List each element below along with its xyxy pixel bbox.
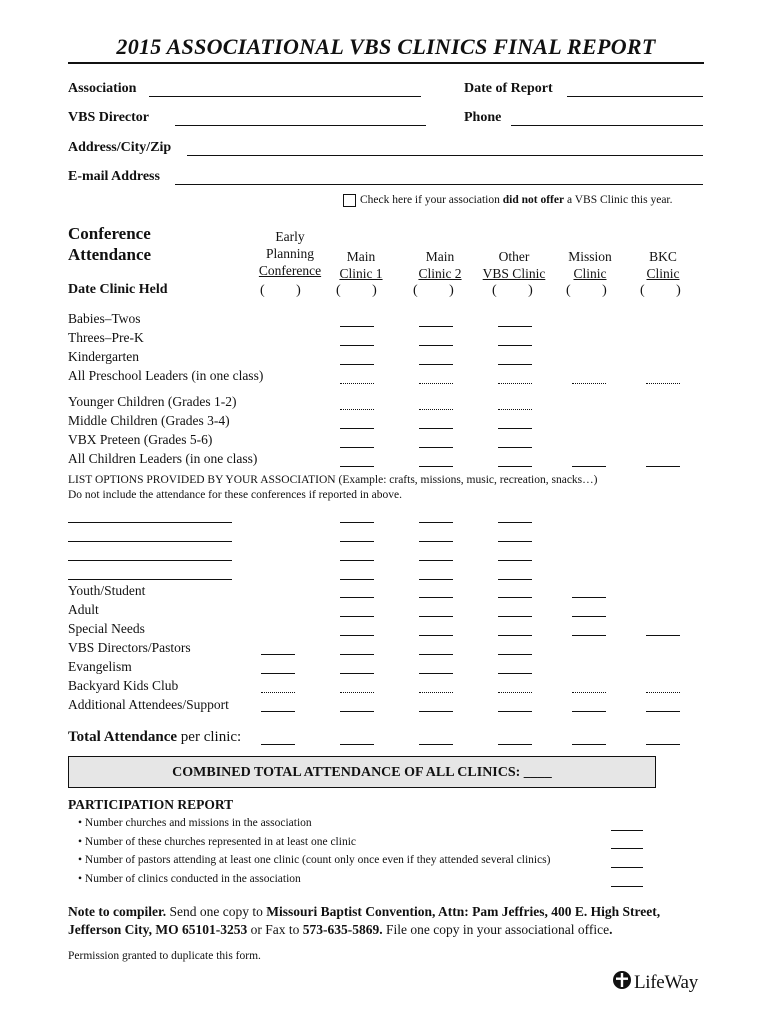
row-label-preschool-leaders: All Preschool Leaders (in one class) xyxy=(68,368,264,383)
total-early[interactable] xyxy=(261,744,295,745)
participation-blank-4[interactable] xyxy=(611,886,643,887)
blank-kindergarten-main2[interactable] xyxy=(419,364,453,365)
blank-adult-mission[interactable] xyxy=(572,616,606,617)
blank-directors-main2[interactable] xyxy=(419,654,453,655)
participation-blank-2[interactable] xyxy=(611,848,643,849)
blank-option2-main2[interactable] xyxy=(419,541,453,542)
date-early-planning[interactable]: ( ) xyxy=(260,283,301,298)
date-of-report-label: Date of Report xyxy=(464,81,553,96)
row-label-backyard: Backyard Kids Club xyxy=(68,678,179,693)
row-label-children-leaders: All Children Leaders (in one class) xyxy=(68,451,258,466)
address-field[interactable] xyxy=(187,141,703,156)
lifeway-logo xyxy=(612,970,698,996)
blank-additional-early[interactable] xyxy=(261,711,295,712)
blank-additional-other[interactable] xyxy=(498,711,532,712)
total-bkc[interactable] xyxy=(646,744,680,745)
participation-blank-1[interactable] xyxy=(611,830,643,831)
row-label-threes: Threes–Pre-K xyxy=(68,330,144,345)
lifeway-logo-text: LifeWay xyxy=(634,972,698,993)
row-label-younger: Younger Children (Grades 1-2) xyxy=(68,394,237,409)
blank-babies-main1[interactable] xyxy=(340,326,374,327)
blank-option3-other[interactable] xyxy=(498,560,532,561)
participation-item: • Number of pastors attending at least one clinic (count only once even if they attended several clinics) xyxy=(78,854,551,866)
blank-option2-other[interactable] xyxy=(498,541,532,542)
blank-adult-main1[interactable] xyxy=(340,616,374,617)
blank-evangelism-main2[interactable] xyxy=(419,673,453,674)
blank-special-mission[interactable] xyxy=(572,635,606,636)
blank-children-leaders-main1[interactable] xyxy=(340,466,374,467)
column-other-vbs-clinic: Other VBS Clinic xyxy=(482,249,546,281)
total-mission[interactable] xyxy=(572,744,606,745)
title-rule xyxy=(68,62,704,64)
option-name-field-1[interactable] xyxy=(68,522,232,523)
blank-additional-bkc[interactable] xyxy=(646,711,680,712)
permission-note: Permission granted to duplicate this form. xyxy=(68,950,261,962)
row-label-evangelism: Evangelism xyxy=(68,659,132,674)
blank-backyard-main2[interactable] xyxy=(419,692,453,693)
date-clinic-held-label: Date Clinic Held xyxy=(68,282,168,297)
did-not-offer-checkbox[interactable] xyxy=(343,194,356,207)
participation-item: • Number of clinics conducted in the association xyxy=(78,873,301,885)
participation-item: • Number of these churches represented in at least one clinic xyxy=(78,836,356,848)
association-field[interactable] xyxy=(149,82,421,97)
blank-threes-other[interactable] xyxy=(498,345,532,346)
row-label-kindergarten: Kindergarten xyxy=(68,349,139,364)
option-name-field-2[interactable] xyxy=(68,541,232,542)
phone-label: Phone xyxy=(464,110,502,125)
blank-preschool-leaders-main1[interactable] xyxy=(340,383,374,384)
blank-option1-other[interactable] xyxy=(498,522,532,523)
column-mission-clinic: Mission Clinic xyxy=(568,249,612,281)
participation-blank-3[interactable] xyxy=(611,867,643,868)
vbs-director-label: VBS Director xyxy=(68,110,149,125)
blank-backyard-main1[interactable] xyxy=(340,692,374,693)
blank-youth-mission[interactable] xyxy=(572,597,606,598)
column-main-clinic-1: Main Clinic 1 xyxy=(339,249,383,281)
blank-children-leaders-main2[interactable] xyxy=(419,466,453,467)
row-label-youth: Youth/Student xyxy=(68,583,146,598)
note-to-compiler: Note to compiler. Send one copy to Missouri Baptist Convention, Attn: Pam Jeffries, 400 E. High Street, Jefferson City, MO 65101-3253 or Fax to 573-635-5869. File one copy in your associational office. xyxy=(68,904,661,937)
blank-option4-main2[interactable] xyxy=(419,579,453,580)
blank-youth-other[interactable] xyxy=(498,597,532,598)
list-options-subnote: Do not include the attendance for these conferences if reported in above. xyxy=(68,489,402,501)
date-bkc-clinic[interactable]: ( ) xyxy=(640,283,681,298)
address-label: Address/City/Zip xyxy=(68,140,172,155)
blank-younger-main1[interactable] xyxy=(340,409,374,410)
blank-directors-main1[interactable] xyxy=(340,654,374,655)
blank-adult-other[interactable] xyxy=(498,616,532,617)
combined-total-text[interactable]: COMBINED TOTAL ATTENDANCE OF ALL CLINICS: ____ xyxy=(172,765,552,780)
column-early-planning: Early Planning Conference xyxy=(258,229,322,278)
blank-option3-main2[interactable] xyxy=(419,560,453,561)
blank-threes-main1[interactable] xyxy=(340,345,374,346)
blank-preschool-leaders-mission[interactable] xyxy=(572,383,606,384)
total-other[interactable] xyxy=(498,744,532,745)
email-field[interactable] xyxy=(175,170,703,185)
row-label-middle: Middle Children (Grades 3-4) xyxy=(68,413,230,428)
blank-children-leaders-other[interactable] xyxy=(498,466,532,467)
column-main-clinic-2: Main Clinic 2 xyxy=(418,249,462,281)
blank-preschool-leaders-bkc[interactable] xyxy=(646,383,680,384)
blank-children-leaders-mission[interactable] xyxy=(572,466,606,467)
blank-younger-other[interactable] xyxy=(498,409,532,410)
blank-option4-other[interactable] xyxy=(498,579,532,580)
blank-option4-main1[interactable] xyxy=(340,579,374,580)
blank-kindergarten-other[interactable] xyxy=(498,364,532,365)
blank-backyard-other[interactable] xyxy=(498,692,532,693)
blank-kindergarten-main1[interactable] xyxy=(340,364,374,365)
blank-backyard-mission[interactable] xyxy=(572,692,606,693)
blank-directors-other[interactable] xyxy=(498,654,532,655)
blank-special-other[interactable] xyxy=(498,635,532,636)
blank-vbx-main1[interactable] xyxy=(340,447,374,448)
blank-directors-early[interactable] xyxy=(261,654,295,655)
blank-youth-main2[interactable] xyxy=(419,597,453,598)
blank-evangelism-early[interactable] xyxy=(261,673,295,674)
page-title: 2015 ASSOCIATIONAL VBS CLINICS FINAL REPORT xyxy=(116,34,656,59)
blank-option1-main1[interactable] xyxy=(340,522,374,523)
option-name-field-4[interactable] xyxy=(68,579,232,580)
date-main-clinic-2[interactable]: ( ) xyxy=(413,283,454,298)
conference-heading: Conference xyxy=(68,224,151,243)
total-main1[interactable] xyxy=(340,744,374,745)
blank-backyard-bkc[interactable] xyxy=(646,692,680,693)
association-label: Association xyxy=(68,81,137,96)
blank-adult-main2[interactable] xyxy=(419,616,453,617)
blank-vbx-other[interactable] xyxy=(498,447,532,448)
blank-backyard-early[interactable] xyxy=(261,692,295,693)
blank-special-main1[interactable] xyxy=(340,635,374,636)
blank-children-leaders-bkc[interactable] xyxy=(646,466,680,467)
date-main-clinic-1[interactable]: ( ) xyxy=(336,283,377,298)
blank-younger-main2[interactable] xyxy=(419,409,453,410)
blank-evangelism-main1[interactable] xyxy=(340,673,374,674)
blank-middle-main1[interactable] xyxy=(340,428,374,429)
blank-middle-other[interactable] xyxy=(498,428,532,429)
blank-vbx-main2[interactable] xyxy=(419,447,453,448)
blank-option3-main1[interactable] xyxy=(340,560,374,561)
lifeway-logo-icon xyxy=(612,970,632,996)
email-label: E-mail Address xyxy=(68,169,160,184)
total-main2[interactable] xyxy=(419,744,453,745)
total-attendance-label: Total Attendance per clinic: xyxy=(68,729,242,745)
blank-babies-other[interactable] xyxy=(498,326,532,327)
blank-evangelism-other[interactable] xyxy=(498,673,532,674)
blank-middle-main2[interactable] xyxy=(419,428,453,429)
participation-report-title: PARTICIPATION REPORT xyxy=(68,797,234,812)
combined-total-box xyxy=(68,756,656,788)
row-label-special-needs: Special Needs xyxy=(68,621,145,636)
blank-special-bkc[interactable] xyxy=(646,635,680,636)
blank-option1-main2[interactable] xyxy=(419,522,453,523)
option-name-field-3[interactable] xyxy=(68,560,232,561)
date-other-vbs-clinic[interactable]: ( ) xyxy=(492,283,533,298)
row-label-directors: VBS Directors/Pastors xyxy=(68,640,191,655)
blank-preschool-leaders-other[interactable] xyxy=(498,383,532,384)
blank-additional-main1[interactable] xyxy=(340,711,374,712)
row-label-adult: Adult xyxy=(68,602,99,617)
blank-special-main2[interactable] xyxy=(419,635,453,636)
blank-preschool-leaders-main2[interactable] xyxy=(419,383,453,384)
blank-babies-main2[interactable] xyxy=(419,326,453,327)
row-label-vbx: VBX Preteen (Grades 5-6) xyxy=(68,432,213,447)
row-label-additional: Additional Attendees/Support xyxy=(68,697,229,712)
column-bkc-clinic: BKC Clinic xyxy=(646,249,680,281)
date-of-report-field[interactable] xyxy=(567,82,703,97)
blank-option2-main1[interactable] xyxy=(340,541,374,542)
attendance-heading: Attendance xyxy=(68,245,152,264)
did-not-offer-text: Check here if your association did not offer a VBS Clinic this year. xyxy=(360,194,673,206)
blank-additional-main2[interactable] xyxy=(419,711,453,712)
blank-threes-main2[interactable] xyxy=(419,345,453,346)
participation-item: • Number churches and missions in the association xyxy=(78,817,312,829)
phone-field[interactable] xyxy=(511,111,703,126)
list-options-heading: LIST OPTIONS PROVIDED BY YOUR ASSOCIATION (Example: crafts, missions, music, recreation, snacks…) xyxy=(68,474,598,486)
row-label-babies: Babies–Twos xyxy=(68,311,141,326)
date-mission-clinic[interactable]: ( ) xyxy=(566,283,607,298)
blank-youth-main1[interactable] xyxy=(340,597,374,598)
blank-additional-mission[interactable] xyxy=(572,711,606,712)
vbs-director-field[interactable] xyxy=(175,111,426,126)
